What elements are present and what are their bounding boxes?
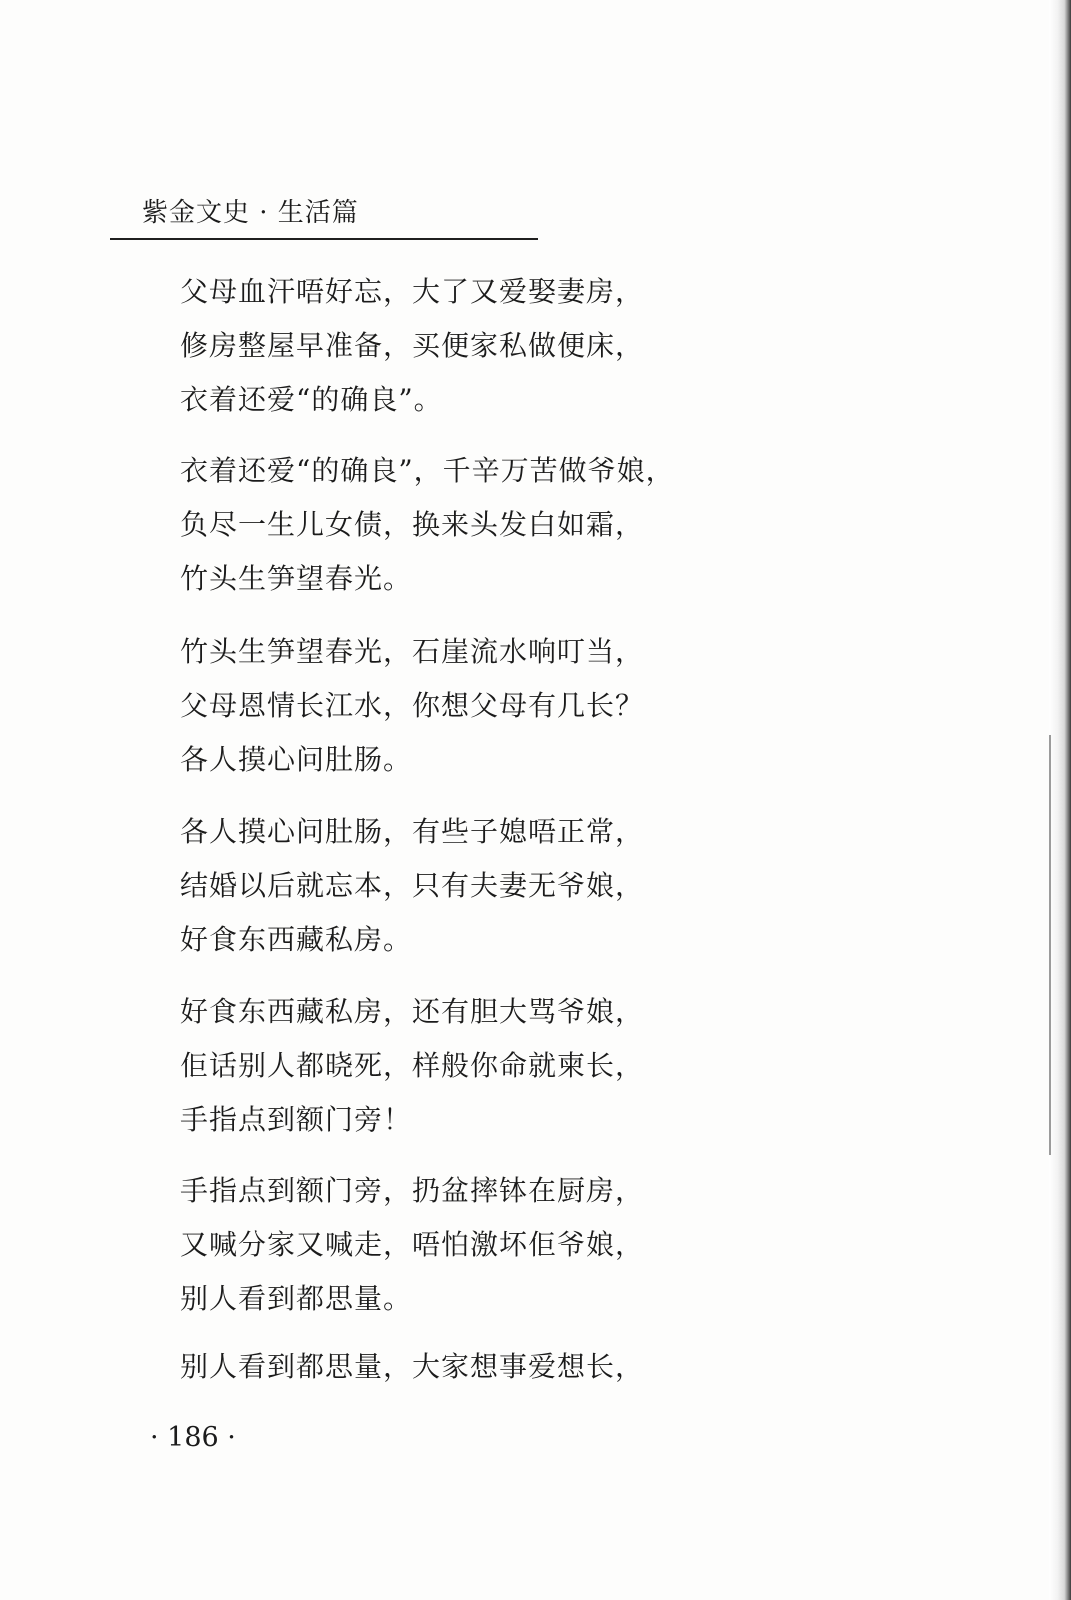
stanza-3 — [180, 625, 644, 787]
verse-line: 竹头生笋望春光，石崖流水响叮当， — [180, 635, 645, 668]
verse-line: 父母恩情长江水，你想父母有几长？ — [180, 689, 645, 722]
verse-line: 别人看到都思量。 — [180, 1282, 413, 1315]
page-number: · 186 · — [150, 1422, 236, 1453]
stanza-5 — [180, 985, 644, 1147]
verse-line: 结婚以后就忘本，只有夫妻无爷娘， — [180, 869, 645, 902]
stanza-1 — [180, 265, 644, 427]
verse-line: 竹头生笋望春光。 — [180, 562, 413, 595]
stanza-2 — [180, 444, 675, 606]
verse-line: 好食东西藏私房。 — [180, 923, 413, 956]
verse-line: 手指点到额门旁，扔盆摔钵在厨房， — [180, 1174, 645, 1207]
stanza-4 — [180, 805, 644, 967]
verse-line: 负尽一生儿女债，换来头发白如霜， — [180, 508, 645, 541]
running-head: 紫金文史 · 生活篇 — [142, 198, 359, 228]
stanza-6 — [180, 1164, 644, 1326]
verse-line: 各人摸心问肚肠，有些子媳唔正常， — [180, 815, 645, 848]
verse-line: 佢话别人都晓死，样般你命就柬长， — [180, 1049, 645, 1082]
verse-line: 各人摸心问肚肠。 — [180, 743, 413, 776]
verse-line: 好食东西藏私房，还有胆大骂爷娘， — [180, 995, 645, 1028]
header-rule — [110, 238, 538, 240]
verse-line: 手指点到额门旁！ — [180, 1103, 413, 1136]
verse-line: 父母血汗唔好忘，大了又爱娶妻房， — [180, 275, 645, 308]
verse-line: 衣着还爱“的确良”。 — [180, 383, 443, 416]
stanza-7 — [180, 1340, 644, 1394]
verse-line: 别人看到都思量，大家想事爱想长， — [180, 1350, 645, 1383]
verse-line: 衣着还爱“的确良”，千辛万苦做爷娘， — [180, 454, 675, 487]
scan-edge-tear — [1049, 735, 1061, 1155]
verse-line: 修房整屋早准备，买便家私做便床， — [180, 329, 645, 362]
verse-line: 又喊分家又喊走，唔怕激坏佢爷娘， — [180, 1228, 645, 1261]
